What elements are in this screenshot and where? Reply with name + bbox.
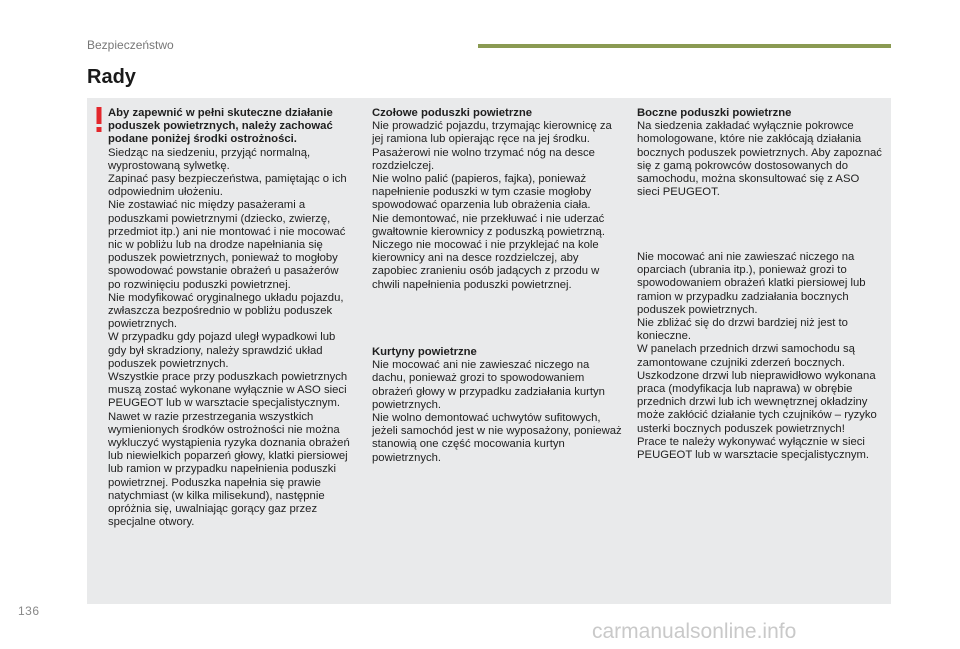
side-airbags-line: Prace te należy wykonywać wyłącznie w sieci PEUGEOT lub w warsztacie specjalistycznym. [637, 435, 870, 462]
section-rule [478, 44, 891, 48]
warning-line: W przypadku gdy pojazd uległ wypadkowi lub gdy był skradziony, należy sprawdzić układ poduszek powietrznych. [108, 331, 336, 370]
side-airbags-line: W panelach przednich drzwi samochodu są zamontowane czujniki zderzeń bocznych. [637, 343, 855, 369]
front-airbags-heading: Czołowe poduszki powietrzne [372, 107, 533, 119]
side-airbags-heading: Boczne poduszki powietrzne [637, 107, 792, 119]
side-airbags-line: Na siedzenia zakładać wyłącznie pokrowce homologowane, które nie zakłócają działania bocznych poduszek powietrznych. Aby zapoznać się z gamą pokrowców dostosowanych do samochodu, można skonsultować się z ASO sieci PEUGEOT. [637, 120, 882, 199]
front-airbags-line: Nie prowadzić pojazdu, trzymając kierownicę za jej ramiona lub opierając ręce na jej środku. [372, 120, 612, 146]
page-number: 136 [18, 604, 40, 618]
curtain-airbags-section [372, 346, 622, 465]
page-title: Rady [87, 66, 136, 88]
side-airbags-line: Uszkodzone drzwi lub nieprawidłowo wykonana praca (modyfikacja lub naprawa) w obrębie przednich drzwi lub ich wewnętrznej okładziny może zakłócić działanie tych czujników – ryzyko usterki bocznych poduszek powietrznych! [637, 369, 877, 435]
section-label: Bezpieczeństwo [87, 38, 174, 52]
warning-column [108, 107, 353, 530]
side-airbags-line: Nie mocować ani nie zawieszać niczego na oparciach (ubrania itp.), ponieważ grozi to spowodowaniem obrażeń klatki piersiowej lub ramion w przypadku zadziałania bocznych poduszek powietrznych. [637, 251, 866, 316]
exclamation-warning-icon [94, 107, 104, 133]
front-airbags-line: Nie wolno palić (papieros, fajka), ponieważ napełnienie poduszki w tym czasie mogłoby spowodować oparzenia lub obrażenia ciała. [372, 173, 592, 212]
side-airbags-more [637, 251, 885, 462]
front-airbags-line: Nie demontować, nie przekłuwać i nie uderzać gwałtownie kierownicy z poduszką powietrzną. [372, 212, 605, 238]
warning-line: Nie modyfikować oryginalnego układu pojazdu, zwłaszcza bezpośrednio w pobliżu poduszek powietrznych. [108, 291, 344, 331]
warning-line: Wszystkie prace przy poduszkach powietrznych muszą zostać wykonane wyłącznie w ASO sieci PEUGEOT lub w warsztacie specjalistycznym. [108, 371, 348, 410]
curtain-airbags-line: Nie mocować ani nie zawieszać niczego na dachu, ponieważ grozi to spowodowaniem obrażeń głowy w przypadku zadziałania kurtyn powietrznych. [372, 359, 605, 411]
side-airbags-section [637, 107, 885, 199]
warning-line: Nawet w razie przestrzegania wszystkich wymienionych środków ostrożności nie można wykluczyć wystąpienia ryzyka doznania obrażeń lub niewielkich poparzeń głowy, klatki piersiowej lub ramion w przypadku napełnienia poduszki powietrznej. Poduszka napełnia się prawie natychmiast (w kilka milisekund), następnie opróżnia się, uwalniając gorący gaz przez specjalne otwory. [108, 410, 350, 529]
curtain-airbags-line: Nie wolno demontować uchwytów sufitowych, jeżeli samochód jest w nie wyposażony, ponieważ stanowią one część mocowania kurtyn powietrznych. [372, 412, 622, 464]
side-airbags-line: Nie zbliżać się do drzwi bardziej niż jest to konieczne. [637, 317, 848, 343]
warning-line: Nie zostawiać nic między pasażerami a poduszkami powietrznymi (dziecko, zwierzę, przedmiot itp.) ani nie montować i nie mocować nic w pobliżu lub na drodze napełniania się poduszek powietrznych, ponieważ to mogłoby spowodować powstanie obrażeń u pasażerów po rozwinięciu poduszki powietrznej. [108, 199, 346, 291]
warning-heading: Aby zapewnić w pełni skuteczne działanie poduszek powietrznych, należy zachować podane poniżej środki ostrożności. [108, 107, 333, 146]
warning-line: Siedząc na siedzeniu, przyjąć normalną, wyprostowaną sylwetkę. [108, 146, 311, 172]
front-airbags-line: Pasażerowi nie wolno trzymać nóg na desce rozdzielczej. [372, 146, 595, 172]
warning-line: Zapinać pasy bezpieczeństwa, pamiętając o ich odpowiednim ułożeniu. [108, 173, 347, 199]
curtain-airbags-heading: Kurtyny powietrzne [372, 346, 477, 358]
watermark: carmanualsonline.info [592, 620, 797, 643]
front-airbags-section [372, 107, 622, 292]
front-airbags-line: Niczego nie mocować i nie przyklejać na kole kierownicy ani na desce rozdzielczej, aby zapobiec zranieniu osób jadących z przodu w chwili napełnienia poduszki powietrznej. [372, 239, 600, 291]
